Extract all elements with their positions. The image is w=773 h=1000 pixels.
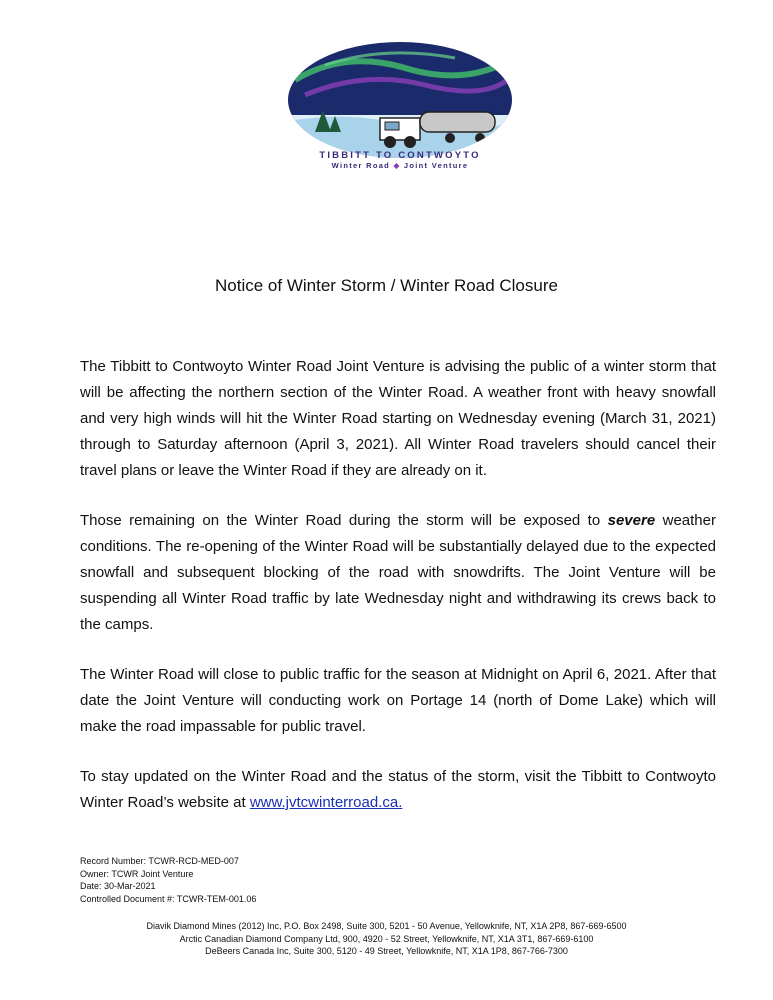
notice-title: Notice of Winter Storm / Winter Road Closure xyxy=(215,276,558,295)
p2-emphasis: severe xyxy=(607,512,656,529)
website-link[interactable]: www.jvtcwinterroad.ca. xyxy=(249,794,403,811)
record-info xyxy=(80,855,256,905)
p2-after: weather conditions. The re-opening of the Winter Road will be substantially delayed due to the expected snowfall and subsequent blocking of the road with snowdrifts. The Joint Venture will be suspending all Winter Road traffic by late Wednesday night and withdrawing its crews back to the camps. xyxy=(80,512,716,633)
record-date: Date: 30-Mar-2021 xyxy=(80,881,156,891)
footer-addresses xyxy=(0,920,773,958)
logo-name-right: Joint Venture xyxy=(403,161,469,170)
record-owner: Owner: TCWR Joint Venture xyxy=(80,868,194,879)
diamond-icon: ◆ xyxy=(393,161,401,170)
logo-name-line1: TIBBITT TO CONTWOYTO xyxy=(319,150,481,161)
paragraph-severe-conditions xyxy=(80,508,716,638)
logo-name-left: Winter Road xyxy=(331,161,391,170)
footer-line-debeers: DeBeers Canada Inc, Suite 300, 5120 - 49 Street, Yellowknife, NT, X1A 1P8, 867-766-7300 xyxy=(205,946,568,956)
record-controlled-document: Controlled Document #: TCWR-TEM-001.06 xyxy=(80,893,257,904)
paragraph-storm-advisory: The Tibbitt to Contwoyto Winter Road Joint Venture is advising the public of a winter storm that will be affecting the northern section of the Winter Road. A weather front with heavy snowfall and very high winds will hit the Winter Road starting on Wednesday evening (March 31, 2021) through to Saturday afternoon (April 3, 2021). All Winter Road travelers should cancel their travel plans or leave the Winter Road if they are already on it. xyxy=(80,358,716,479)
p4-before: To stay updated on the Winter Road and the status of the storm, visit the Tibbitt to Contwoyto Winter Road’s website at xyxy=(80,768,716,811)
paragraph-website xyxy=(80,764,716,816)
paragraph-season-closure: The Winter Road will close to public traffic for the season at Midnight on April 6, 2021. After that date the Joint Venture will conducting work on Portage 14 (north of Dome Lake) which will make the road impassable for public travel. xyxy=(80,666,716,735)
p2-before: Those remaining on the Winter Road during the storm will be exposed to xyxy=(80,512,608,529)
logo-name-line2 xyxy=(285,161,515,170)
footer-line-diavik: Diavik Diamond Mines (2012) Inc, P.O. Box 2498, Suite 300, 5201 - 50 Avenue, Yellowknife, NT, X1A 2P8, 867-669-6500 xyxy=(146,921,627,931)
record-number: Record Number: TCWR-RCD-MED-007 xyxy=(80,856,239,866)
footer-line-arctic: Arctic Canadian Diamond Company Ltd, 900, 4920 - 52 Street, Yellowknife, NT, X1A 3T1, 867-669-6100 xyxy=(179,933,594,944)
